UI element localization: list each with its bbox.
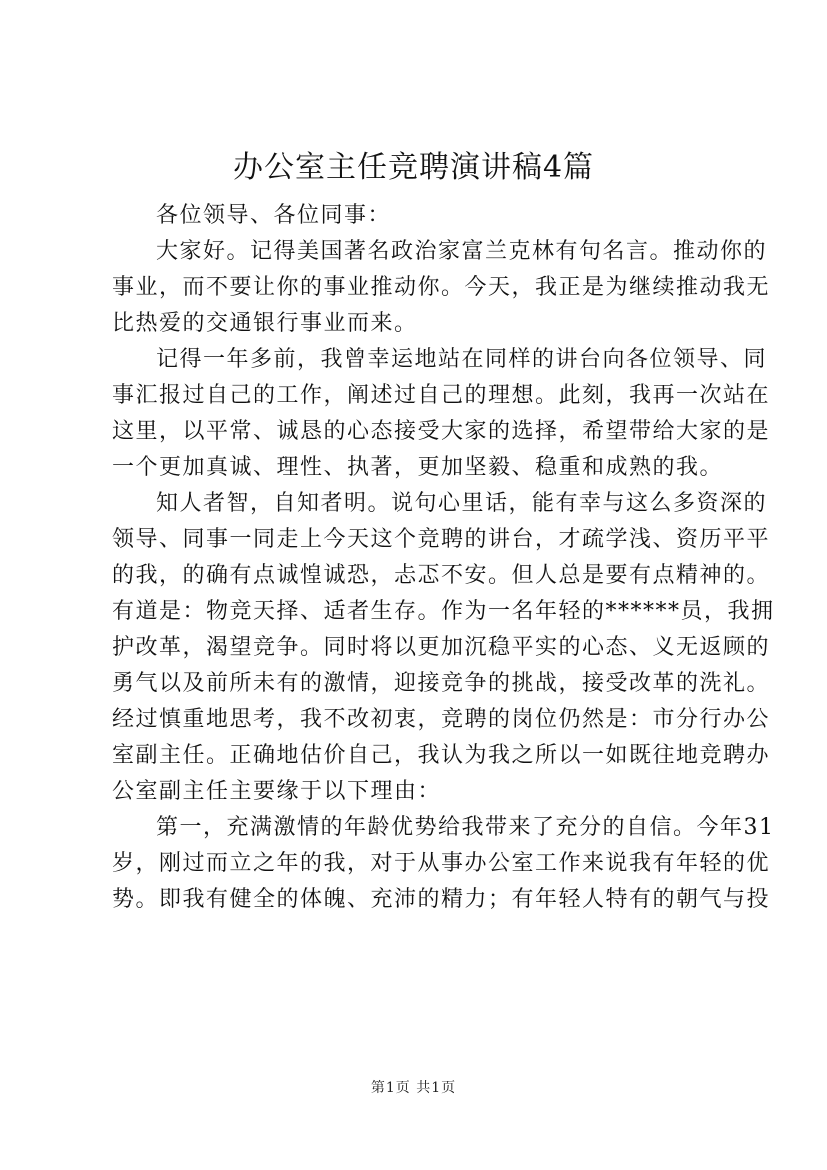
text-line: 有道是：物竞天择、适者生存。作为一名年轻的******员，我拥: [112, 599, 775, 624]
text-line: 的我，的确有点诚惶诚恐，忐忑不安。但人总是要有点精神的。: [112, 563, 771, 588]
text-line: 一个更加真诚、理性、执著，更加坚毅、稳重和成熟的我。: [112, 455, 724, 480]
text-line: 事业，而不要让你的事业推动你。今天，我正是为继续推动我无: [112, 275, 771, 300]
text-line: 大家好。记得美国著名政治家富兰克林有句名言。推动你的: [156, 239, 768, 264]
text-line: 这里，以平常、诚恳的心态接受大家的选择，希望带给大家的是: [112, 419, 771, 444]
text-line: 勇气以及前所未有的激情，迎接竞争的挑战，接受改革的洗礼。: [112, 671, 771, 696]
text-line: 第一，充满激情的年龄优势给我带来了充分的自信。今年31: [156, 815, 775, 840]
text-line: 事汇报过自己的工作，阐述过自己的理想。此刻，我再一次站在: [112, 383, 771, 408]
document-body: [112, 198, 775, 918]
text-line: 势。即我有健全的体魄、充沛的精力；有年轻人特有的朝气与投: [112, 887, 771, 912]
text-line: 各位领导、各位同事：: [156, 203, 392, 228]
text-line: 公室副主任主要缘于以下理由：: [112, 779, 442, 804]
page-number: 第1页 共1页: [370, 1080, 457, 1096]
text-line: 记得一年多前，我曾幸运地站在同样的讲台向各位领导、同: [156, 347, 768, 372]
document-title: 办公室主任竞聘演讲稿4篇: [232, 150, 595, 185]
text-line: 知人者智，自知者明。说句心里话，能有幸与这么多资深的: [156, 491, 768, 516]
text-line: 比热爱的交通银行事业而来。: [112, 311, 418, 336]
text-line: 领导、同事一同走上今天这个竞聘的讲台，才疏学浅、资历平平: [112, 527, 771, 552]
text-line: 室副主任。正确地估价自己，我认为我之所以一如既往地竞聘办: [112, 743, 771, 768]
text-line: 岁，刚过而立之年的我，对于从事办公室工作来说我有年轻的优: [112, 851, 771, 876]
text-line: 护改革，渴望竞争。同时将以更加沉稳平实的心态、义无返顾的: [112, 635, 771, 660]
text-line: 经过慎重地思考，我不改初衷，竞聘的岗位仍然是：市分行办公: [112, 707, 771, 732]
